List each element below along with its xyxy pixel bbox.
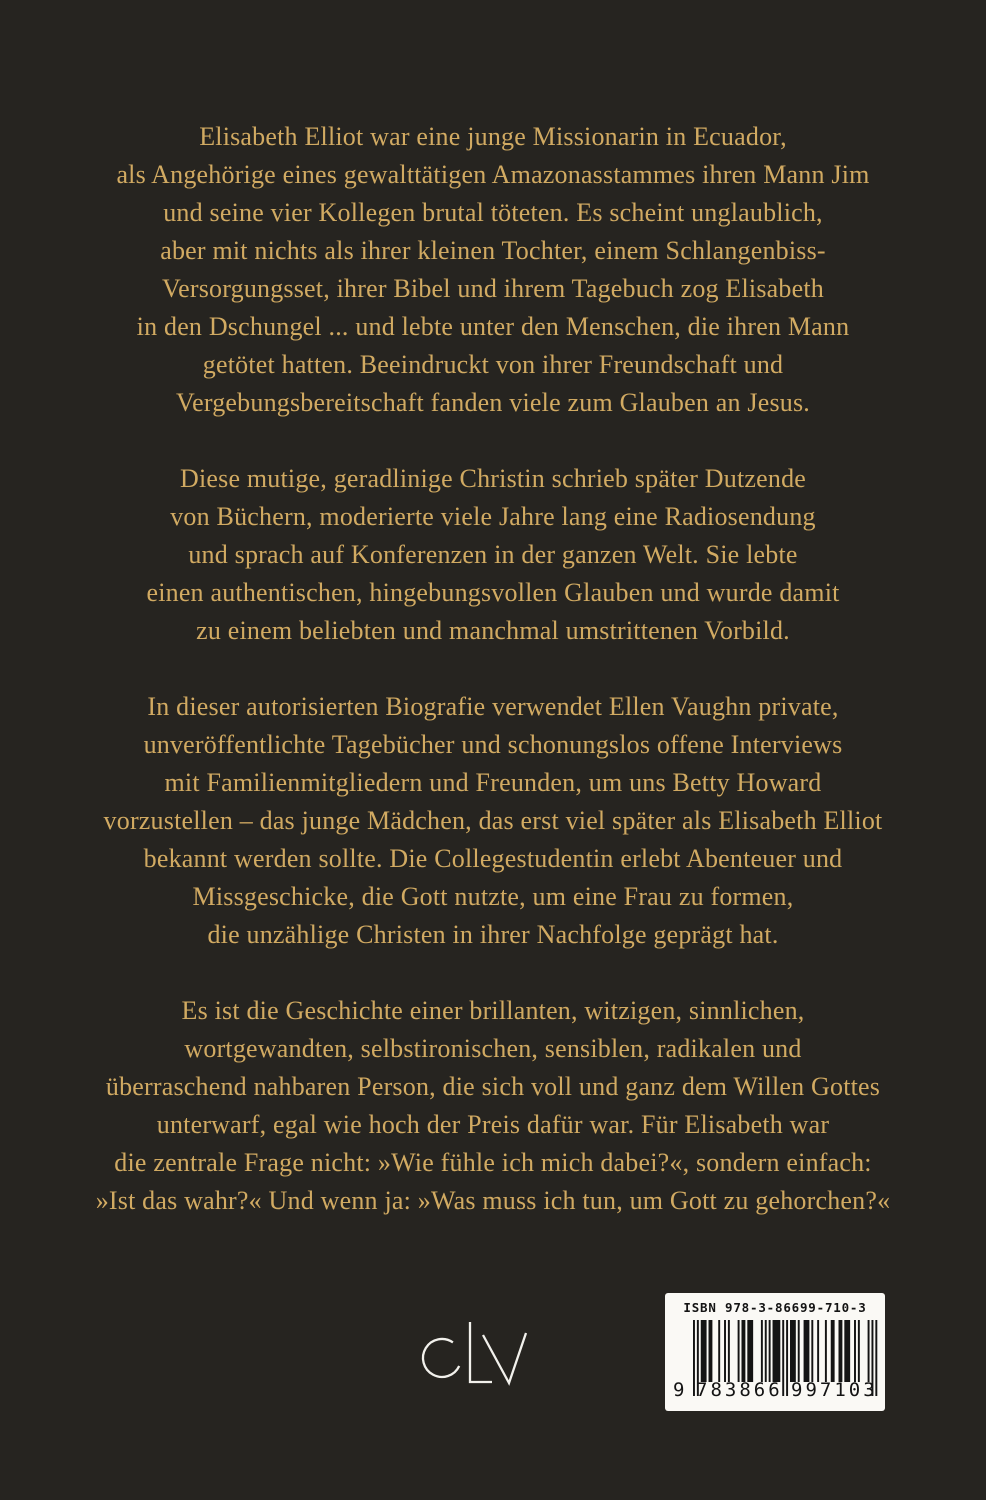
back-text-line: überraschend nahbaren Person, die sich voll und ganz dem Willen Gottes — [105, 1072, 881, 1101]
back-text-line: »Ist das wahr?« Und wenn ja: »Was muss ich tun, um Gott zu gehorchen?« — [95, 1186, 891, 1215]
back-text-line: zu einem beliebten und manchmal umstrittenen Vorbild. — [196, 616, 790, 645]
back-text-line: mit Familienmitgliedern und Freunden, um uns Betty Howard — [164, 768, 822, 797]
isbn-barcode — [665, 1293, 885, 1411]
clv-publisher-logo-icon — [415, 1315, 535, 1390]
barcode-digit-group2: 997103 — [791, 1379, 878, 1401]
back-text-line: vorzustellen – das junge Mädchen, das erst viel später als Elisabeth Elliot — [103, 806, 883, 835]
back-text-line: getötet hatten. Beeindruckt von ihrer Freundschaft und — [202, 350, 784, 379]
back-text-line: unveröffentlichte Tagebücher und schonungslos offene Interviews — [143, 730, 843, 759]
back-text-line: unterwarf, egal wie hoch der Preis dafür war. Für Elisabeth war — [156, 1110, 830, 1139]
back-text-line: die unzählige Christen in ihrer Nachfolge geprägt hat. — [207, 920, 779, 949]
back-text-line: einen authentischen, hingebungsvollen Glauben und wurde damit — [146, 578, 840, 607]
back-text-line: aber mit nichts als ihrer kleinen Tochter, einem Schlangenbiss- — [160, 236, 826, 265]
back-text-line: die zentrale Frage nicht: »Wie fühle ich mich dabei?«, sondern einfach: — [114, 1148, 872, 1177]
back-text-line: Missgeschicke, die Gott nutzte, um eine Frau zu formen, — [192, 882, 794, 911]
barcode-digit-lead: 9 — [673, 1379, 685, 1401]
back-text-line: in den Dschungel ... und lebte unter den Menschen, die ihren Mann — [136, 312, 850, 341]
back-text-line: als Angehörige eines gewalttätigen Amazonasstammes ihren Mann Jim — [116, 160, 870, 189]
back-text-line: Versorgungsset, ihrer Bibel und ihrem Tagebuch zog Elisabeth — [162, 274, 824, 303]
back-text-line: wortgewandten, selbstironischen, sensiblen, radikalen und — [184, 1034, 802, 1063]
isbn-label: ISBN 978-3-86699-710-3 — [683, 1300, 867, 1315]
back-text-line: und seine vier Kollegen brutal töteten. Es scheint unglaublich, — [163, 198, 823, 227]
back-text-line: und sprach auf Konferenzen in der ganzen Welt. Sie lebte — [188, 540, 798, 569]
back-text-line: bekannt werden sollte. Die Collegestudentin erlebt Abenteuer und — [143, 844, 843, 873]
back-text-line: Es ist die Geschichte einer brillanten, witzigen, sinnlichen, — [181, 996, 805, 1025]
back-text-line: Vergebungsbereitschaft fanden viele zum Glauben an Jesus. — [176, 388, 810, 417]
back-text-line: In dieser autorisierten Biografie verwendet Ellen Vaughn private, — [147, 692, 839, 721]
back-text-line: Elisabeth Elliot war eine junge Missionarin in Ecuador, — [199, 122, 787, 151]
back-text-line: von Büchern, moderierte viele Jahre lang eine Radiosendung — [170, 502, 816, 531]
back-text-line: Diese mutige, geradlinige Christin schrieb später Dutzende — [179, 464, 807, 493]
back-cover-text — [0, 118, 986, 1220]
barcode-digit-group1: 783866 — [696, 1379, 783, 1401]
